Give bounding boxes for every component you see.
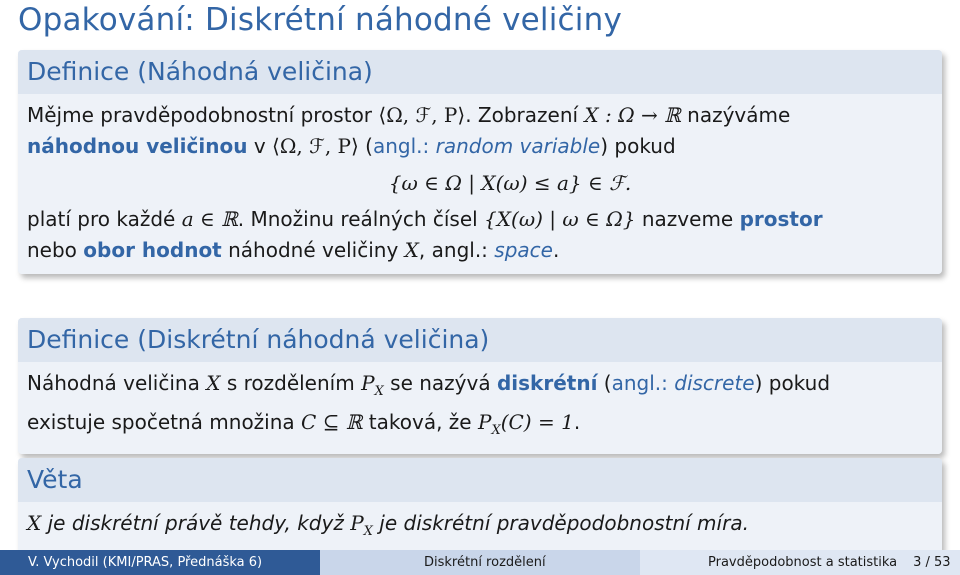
math: ⟨Ω, ℱ, P⟩ xyxy=(378,103,466,127)
text: Mějme pravděpodobnostní prostor xyxy=(27,103,373,127)
text-line xyxy=(27,131,933,162)
math: X xyxy=(27,511,42,535)
english-term: random variable xyxy=(435,134,601,158)
text-line xyxy=(27,204,933,235)
definition-random-variable-block xyxy=(18,50,942,274)
term: náhodnou veličinou xyxy=(27,134,248,158)
footer-author: V. Vychodil (KMI/PRAS, Přednáška 6) xyxy=(0,550,320,575)
formula xyxy=(27,162,933,204)
note: angl.: xyxy=(372,134,436,158)
math: X xyxy=(206,371,221,395)
block-heading: Definice (Diskrétní náhodná veličina) xyxy=(18,318,942,362)
block-heading: Věta xyxy=(18,458,942,502)
math xyxy=(350,511,373,539)
math-symbol: P xyxy=(361,371,375,395)
text: ( xyxy=(603,371,612,395)
math: X : Ω → ℝ xyxy=(584,103,681,127)
footer-course-name: Pravděpodobnost a statistika xyxy=(708,555,898,570)
definition-discrete-random-variable-block xyxy=(18,318,942,454)
block-body xyxy=(18,94,942,274)
math xyxy=(477,410,574,438)
text: ( xyxy=(365,134,373,158)
math-subscript: X xyxy=(374,384,384,399)
term: prostor xyxy=(739,207,823,231)
text: . xyxy=(552,238,560,262)
block-heading: Definice (Náhodná veličina) xyxy=(18,50,942,94)
text-line xyxy=(27,508,933,547)
term: diskrétní xyxy=(496,371,598,395)
text: s rozdělením xyxy=(226,371,355,395)
text-line xyxy=(27,368,933,407)
english-term: discrete xyxy=(674,371,755,395)
math: {ω ∈ Ω | X(ω) ≤ a} ∈ ℱ. xyxy=(388,171,632,195)
text: . Množinu reálných čísel xyxy=(237,207,478,231)
footer-bar xyxy=(0,550,960,575)
text: je diskrétní pravděpodobnostní míra. xyxy=(379,511,749,535)
math-symbol: P xyxy=(350,511,364,535)
slide-title: Opakování: Diskrétní náhodné veličiny xyxy=(18,2,622,38)
math-symbol: P xyxy=(477,410,492,434)
text: existuje spočetná množina xyxy=(27,410,295,434)
math: C ⊆ ℝ xyxy=(301,410,363,434)
math: a ∈ ℝ xyxy=(181,207,238,231)
footer-page-number: 3 / 53 xyxy=(913,555,951,570)
math-subscript: X xyxy=(491,423,501,438)
footer-topic: Diskrétní rozdělení xyxy=(320,550,640,575)
text: se nazývá xyxy=(390,371,491,395)
text: náhodné veličiny xyxy=(228,238,399,262)
text: v xyxy=(253,134,266,158)
math: X xyxy=(404,238,419,262)
text: nazveme xyxy=(641,207,734,231)
text: je diskrétní právě tehdy, když xyxy=(47,511,344,535)
math: {X(ω) | ω ∈ Ω} xyxy=(484,207,636,231)
text: nazýváme xyxy=(687,103,791,127)
block-body xyxy=(18,362,942,454)
text: . Zobrazení xyxy=(465,103,579,127)
math-subscript: X xyxy=(363,524,373,539)
text-line xyxy=(27,235,933,266)
text: , angl.: xyxy=(418,238,495,262)
text: . xyxy=(573,410,581,434)
math: ⟨Ω, ℱ, P⟩ xyxy=(272,134,359,158)
text: Náhodná veličina xyxy=(27,371,200,395)
math xyxy=(361,371,384,399)
text: ) pokud xyxy=(754,371,831,395)
note: angl.: xyxy=(611,371,675,395)
theorem-block xyxy=(18,458,942,555)
math-rest: (C) = 1 xyxy=(500,410,574,434)
text: nebo xyxy=(27,238,77,262)
text: platí pro každé xyxy=(27,207,176,231)
term: obor hodnot xyxy=(83,238,222,262)
english-term: space xyxy=(494,238,553,262)
text: taková, že xyxy=(368,410,472,434)
footer-course xyxy=(640,550,960,575)
block-body xyxy=(18,502,942,555)
text-line xyxy=(27,100,933,131)
text-line xyxy=(27,407,933,446)
text: ) pokud xyxy=(600,134,676,158)
